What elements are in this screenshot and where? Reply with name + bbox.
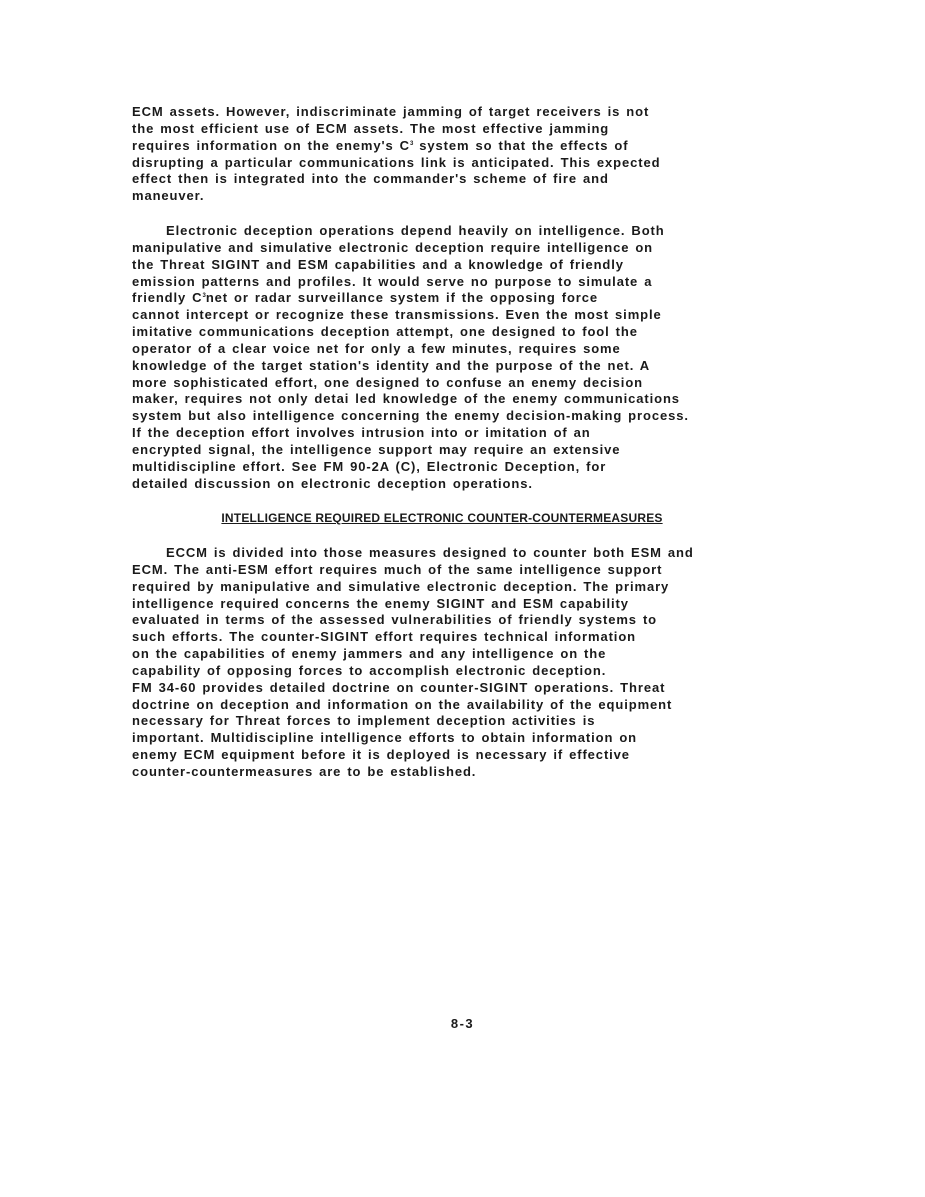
text-line: capability of opposing forces to accomplish electronic deception.: [132, 662, 607, 678]
text-line: manipulative and simulative electronic deception require intelligence on: [132, 239, 654, 255]
text-line: operator of a clear voice net for only a few minutes, requires some: [132, 340, 621, 356]
text-fragment: friendly C: [132, 290, 203, 306]
text-line: encrypted signal, the intelligence support may require an extensive: [132, 441, 621, 457]
text-line: imitative communications deception attempt, one designed to fool the: [132, 324, 638, 340]
text-line: system but also intelligence concerning the enemy decision-making process.: [132, 408, 689, 424]
text-line: evaluated in terms of the assessed vulnerabilities of friendly systems to: [132, 612, 658, 628]
paragraph-eccm: [132, 545, 762, 781]
text-line: emission patterns and profiles. It would serve no purpose to simulate a: [132, 273, 653, 289]
text-line: [132, 138, 762, 155]
text-fragment: net or radar surveillance system if the opposing force: [205, 290, 599, 306]
text-line: effect then is integrated into the commander's scheme of fire and: [132, 171, 609, 187]
text-line: maneuver.: [132, 188, 205, 204]
text-line: maker, requires not only detai led knowledge of the enemy communications: [132, 391, 680, 407]
text-line: [132, 290, 762, 307]
text-line: ECCM is divided into those measures designed to counter both ESM and: [166, 545, 694, 560]
text-line: on the capabilities of enemy jammers and any intelligence on the: [132, 646, 607, 662]
text-line: knowledge of the target station's identity and the purpose of the net. A: [132, 357, 651, 373]
text-line: the Threat SIGINT and ESM capabilities and a knowledge of friendly: [132, 256, 624, 272]
text-fragment: requires information on the enemy's C: [132, 137, 410, 153]
text-line: important. Multidiscipline intelligence efforts to obtain information on: [132, 730, 638, 746]
text-fragment: system so that the effects of: [413, 137, 629, 153]
text-line: counter-countermeasures are to be established.: [132, 763, 477, 779]
section-heading: INTELLIGENCE REQUIRED ELECTRONIC COUNTER-COUNTERMEASURES: [221, 511, 663, 525]
paragraph-ecm-assets: [132, 104, 762, 205]
text-line: multidiscipline effort. See FM 90-2A (C), Electronic Deception, for: [132, 458, 607, 474]
text-line: If the deception effort involves intrusion into or imitation of an: [132, 425, 591, 441]
page-number: 8-3: [450, 1016, 475, 1031]
text-line: ECM assets. However, indiscriminate jamming of target receivers is not: [132, 104, 650, 119]
text-line: more sophisticated effort, one designed to confuse an enemy decision: [132, 374, 644, 390]
text-line: Electronic deception operations depend heavily on intelligence. Both: [166, 223, 665, 238]
text-line: cannot intercept or recognize these transmissions. Even the most simple: [132, 307, 662, 323]
text-line: detailed discussion on electronic deception operations.: [132, 475, 533, 491]
text-line: FM 34-60 provides detailed doctrine on counter-SIGINT operations. Threat: [132, 679, 666, 695]
superscript: 3: [202, 293, 206, 300]
paragraph-electronic-deception: [132, 223, 762, 493]
text-line: required by manipulative and simulative electronic deception. The primary: [132, 578, 670, 594]
text-line: disrupting a particular communications link is anticipated. This expected: [132, 154, 661, 170]
superscript: 3: [409, 140, 414, 147]
text-line: ECM. The anti-ESM effort requires much of the same intelligence support: [132, 561, 663, 577]
text-line: intelligence required concerns the enemy SIGINT and ESM capability: [132, 595, 629, 611]
text-line: necessary for Threat forces to implement deception activities is: [132, 713, 596, 729]
text-line: doctrine on deception and information on the availability of the equipment: [132, 696, 673, 712]
text-line: the most efficient use of ECM assets. The most effective jamming: [132, 120, 610, 136]
text-line: such efforts. The counter-SIGINT effort requires technical information: [132, 629, 636, 645]
text-line: enemy ECM equipment before it is deployed is necessary if effective: [132, 747, 630, 763]
